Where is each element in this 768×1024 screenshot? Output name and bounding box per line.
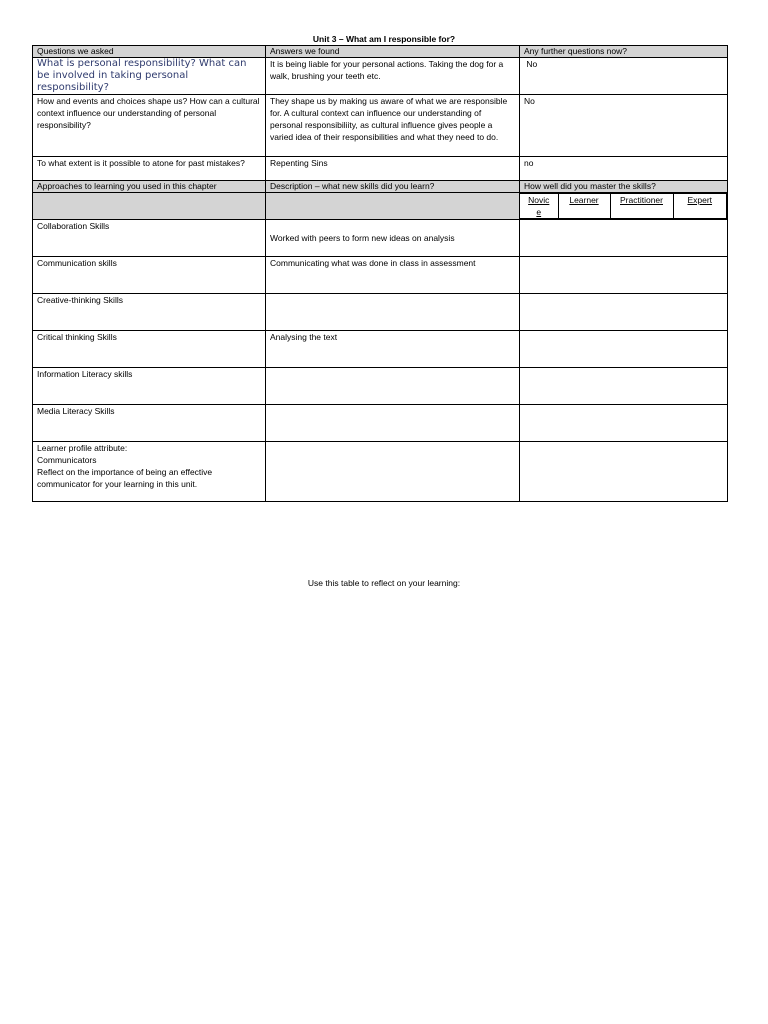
header-questions: Questions we asked: [33, 46, 266, 58]
further-cell: no: [520, 157, 728, 181]
skill-description: Worked with peers to form new ideas on analysis: [266, 220, 520, 257]
skill-row: [33, 405, 728, 442]
level-learner: Learner: [558, 194, 610, 219]
mastery-levels: [520, 193, 728, 220]
skill-description: [266, 294, 520, 331]
footer-instruction: Use this table to reflect on your learning:: [307, 578, 461, 588]
question-cell: How and events and choices shape us? How can a cultural context influence our understanding of personal responsibility?: [33, 95, 266, 157]
skill-row: [33, 368, 728, 405]
skill-mastery: [520, 405, 728, 442]
learner-profile-description: [266, 442, 520, 502]
skill-mastery: [520, 368, 728, 405]
approaches-header-row: [33, 181, 728, 193]
skill-description: [266, 405, 520, 442]
skill-mastery: [520, 220, 728, 257]
question-row: [33, 58, 728, 95]
answer-cell: They shape us by making us aware of what we are responsible for. A cultural context can influence our understanding of personal responsibiliity, as cultural influence gives people a varied idea of their responsibilities and what they need to do.: [266, 95, 520, 157]
skill-name: Critical thinking Skills: [33, 331, 266, 368]
header-further: Any further questions now?: [520, 46, 728, 58]
learner-profile-cell: [33, 442, 266, 502]
answer-cell: It is being liable for your personal actions. Taking the dog for a walk, brushing your teeth etc.: [266, 58, 520, 95]
skill-row: [33, 257, 728, 294]
skill-description: Analysing the text: [266, 331, 520, 368]
learner-profile-row: [33, 442, 728, 502]
levels-blank: [33, 193, 266, 220]
skill-row: [33, 294, 728, 331]
skill-mastery: [520, 331, 728, 368]
header-description: Description – what new skills did you learn?: [266, 181, 520, 193]
skill-name: Media Literacy Skills: [33, 405, 266, 442]
question-row: [33, 157, 728, 181]
header-answers: Answers we found: [266, 46, 520, 58]
skill-name: Creative-thinking Skills: [33, 294, 266, 331]
skill-row: [33, 220, 728, 257]
learner-profile-attribute: Communicators: [37, 455, 97, 465]
question-cell: To what extent is it possible to atone for past mistakes?: [33, 157, 266, 181]
levels-blank: [266, 193, 520, 220]
further-cell: No: [520, 58, 728, 95]
skill-description: Communicating what was done in class in assessment: [266, 257, 520, 294]
levels-row: [33, 193, 728, 220]
answer-cell: Repenting Sins: [266, 157, 520, 181]
questions-header-row: [33, 46, 728, 58]
skill-row: [33, 331, 728, 368]
header-approaches: Approaches to learning you used in this chapter: [33, 181, 266, 193]
skill-name: Collaboration Skills: [33, 220, 266, 257]
question-cell: What is personal responsibility? What can be involved in taking personal responsibility?: [33, 58, 266, 95]
level-novice: Novic e: [520, 194, 558, 219]
learner-profile-label: Learner profile attribute:: [37, 443, 128, 453]
skill-name: Information Literacy skills: [33, 368, 266, 405]
learner-profile-mastery: [520, 442, 728, 502]
skill-name: Communication skills: [33, 257, 266, 294]
level-expert: Expert: [673, 194, 727, 219]
skill-mastery: [520, 294, 728, 331]
reflection-table: [32, 45, 728, 502]
question-row: [33, 95, 728, 157]
page-title: Unit 3 – What am I responsible for?: [312, 34, 456, 44]
skill-description: [266, 368, 520, 405]
further-cell: No: [520, 95, 728, 157]
level-practitioner: Practitioner: [610, 194, 673, 219]
header-mastery: How well did you master the skills?: [520, 181, 728, 193]
learner-profile-prompt: Reflect on the importance of being an effective communicator for your learning in this unit.: [37, 467, 213, 489]
skill-mastery: [520, 257, 728, 294]
